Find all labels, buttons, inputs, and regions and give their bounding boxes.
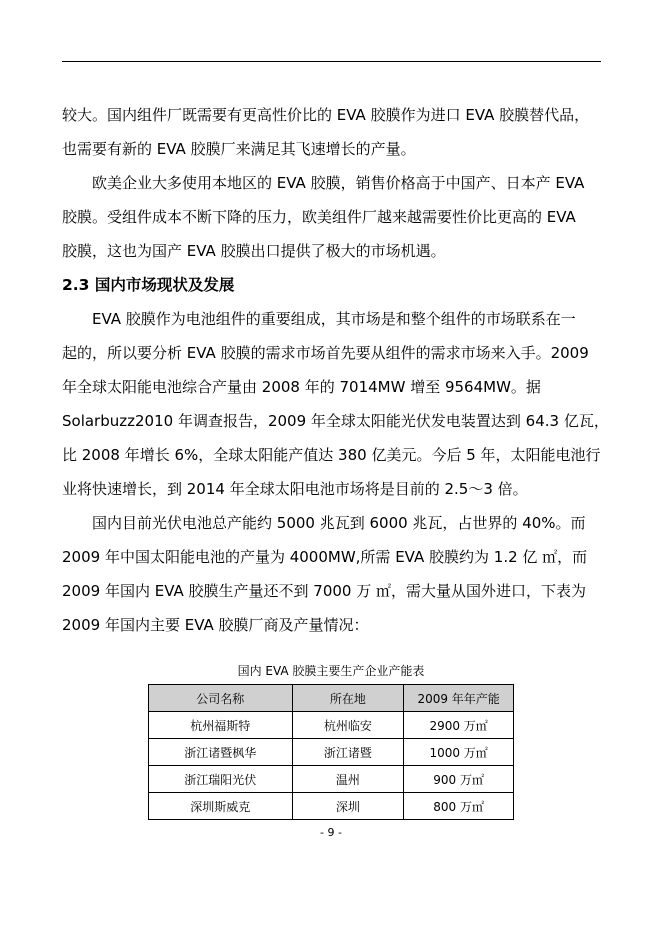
cell-company: 浙江诸暨枫华 [149,739,293,766]
capacity-table [148,684,514,820]
header-capacity: 2009 年年产能 [404,685,514,712]
table-row [149,712,514,739]
paragraph-line: 比 2008 年增长 6%，全球太阳能产值达 380 亿美元。今后 5 年，太阳能电池行 [62,446,601,464]
paragraph-line: 年全球太阳能电池综合产量由 2008 年的 7014MW 增至 9564MW。据 [62,378,541,396]
table-row [149,766,514,793]
cell-location: 深圳 [292,793,404,820]
paragraph-line: 2009 年国内主要 EVA 胶膜厂商及产量情况： [62,616,369,634]
paragraph-line: 欧美企业大多使用本地区的 EVA 胶膜，销售价格高于中国产、日本产 EVA [92,174,585,192]
paragraph-line: 较大。国内组件厂既需要有更高性价比的 EVA 胶膜作为进口 EVA 胶膜替代品， [62,106,590,124]
paragraph-line: Solarbuzz2010 年调查报告，2009 年全球太阳能光伏发电装置达到 64.3 亿瓦， [62,412,609,430]
cell-company: 浙江瑞阳光伏 [149,766,293,793]
cell-company: 深圳斯威克 [149,793,293,820]
table-caption: 国内 EVA 胶膜主要生产企业产能表 [237,664,425,678]
paragraph-line: 业将快速增长，到 2014 年全球太阳电池市场将是目前的 2.5～3 倍。 [62,480,528,498]
table-header-row [149,685,514,712]
paragraph-line: 2009 年国内 EVA 胶膜生产量还不到 7000 万 ㎡，需大量从国外进口，下表为 [62,582,586,600]
paragraph-line: 起的，所以要分析 EVA 胶膜的需求市场首先要从组件的需求市场来入手。2009 [62,344,589,362]
document-body [62,98,609,642]
header-location: 所在地 [292,685,404,712]
header-rule [62,61,601,62]
cell-location: 浙江诸暨 [292,739,404,766]
paragraph-line: 胶膜，这也为国产 EVA 胶膜出口提供了极大的市场机遇。 [62,242,446,260]
cell-capacity: 900 万㎡ [404,766,514,793]
cell-location: 温州 [292,766,404,793]
paragraph-line: EVA 胶膜作为电池组件的重要组成，其市场是和整个组件的市场联系在一 [92,310,576,328]
page-number: - 9 - [320,826,342,839]
paragraph-line: 胶膜。受组件成本不断下降的压力，欧美组件厂越来越需要性价比更高的 EVA [62,208,576,226]
cell-capacity: 800 万㎡ [404,793,514,820]
table-row [149,793,514,820]
section-title: 2.3 国内市场现状及发展 [62,276,235,294]
paragraph-line: 也需要有新的 EVA 胶膜厂来满足其飞速增长的产量。 [62,140,416,158]
cell-location: 杭州临安 [292,712,404,739]
table-row [149,739,514,766]
cell-capacity: 2900 万㎡ [404,712,514,739]
cell-capacity: 1000 万㎡ [404,739,514,766]
cell-company: 杭州福斯特 [149,712,293,739]
header-company: 公司名称 [149,685,293,712]
paragraph-line: 2009 年中国太阳能电池的产量为 4000MW,所需 EVA 胶膜约为 1.2 亿 ㎡，而 [62,548,588,566]
paragraph-line: 国内目前光伏电池总产能约 5000 兆瓦到 6000 兆瓦，占世界的 40%。而 [92,514,586,532]
